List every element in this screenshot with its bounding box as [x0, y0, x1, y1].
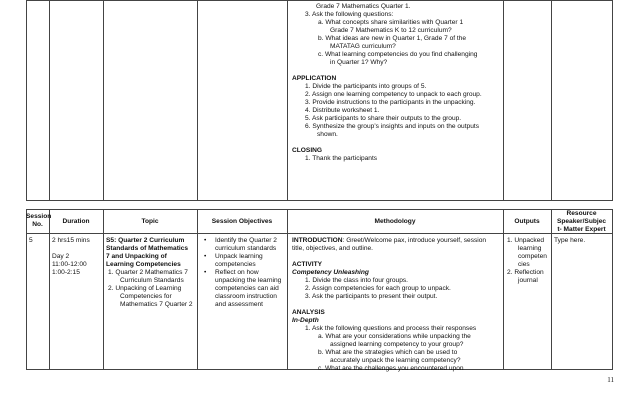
session-number: 5 [29, 237, 33, 244]
header-session: Session [26, 213, 52, 220]
activity-heading: ACTIVITY [292, 261, 323, 268]
header-duration: Duration [62, 218, 90, 225]
header-topic: Topic [141, 218, 159, 225]
analysis-item: assigned learning competency to your group? [330, 341, 464, 348]
analysis-subheading: In-Depth [292, 317, 319, 324]
objective-line: classroom instruction [215, 293, 277, 300]
objective-line: Unpack learning [215, 253, 263, 260]
activity-item: 2. Assign competencies for each group to unpack. [305, 285, 451, 292]
top-line: c. What learning competencies do you find challenging [318, 51, 478, 58]
header-resource: t- Matter Expert [557, 226, 606, 233]
analysis-item: a. What are your considerations while unpacking the [318, 333, 471, 340]
bullet-icon: • [204, 237, 207, 244]
top-line: MATATAG curriculum? [330, 43, 396, 50]
application-item: shown. [317, 131, 338, 138]
intro-line: title, objectives, and outline. [292, 245, 374, 252]
application-heading: APPLICATION [292, 75, 337, 82]
duration-line: Day 2 [52, 253, 70, 260]
top-line: Grade 7 Mathematics K to 12 curriculum? [330, 27, 452, 34]
top-line: b. What ideas are new in Quarter 1, Grade 7 of the [318, 35, 467, 42]
intro-line [292, 237, 486, 245]
header-methodology: Methodology [374, 218, 416, 225]
output-line: learning [518, 245, 542, 252]
analysis-item: c. What are the challenges you encountered upon [318, 365, 464, 372]
topic-item: 2. Unpacking of Learning [108, 285, 182, 292]
header-resource: Resource [566, 210, 597, 217]
objective-line: and assessment [215, 301, 264, 308]
page-number: 11 [607, 376, 614, 384]
header-objectives: Session Objectives [211, 218, 273, 225]
closing-heading: CLOSING [292, 147, 323, 154]
output-line: 2. Reflection [507, 269, 544, 276]
activity-item: 3. Ask the participants to present their output. [305, 293, 438, 300]
application-item: 3. Provide instructions to the participants in the unpacking. [305, 99, 476, 106]
top-line: 3. Ask the following questions: [305, 11, 394, 18]
intro-label: INTRODUCTION [292, 237, 343, 244]
topic-item: Curriculum Standards [120, 277, 184, 284]
topic-item: 1. Quarter 2 Mathematics 7 [108, 269, 188, 276]
top-line: Grade 7 Mathematics Quarter 1. [316, 3, 411, 10]
objective-line: unpacking the learning [215, 277, 282, 284]
objective-line: Reflect on how [215, 269, 259, 276]
top-line: a. What concepts share similarities with Quarter 1 [318, 19, 464, 26]
topic-title: Learning Competencies [106, 261, 181, 268]
output-line: competen [518, 253, 547, 260]
output-line: cies [518, 261, 530, 268]
intro-text: : Greet/Welcome pax, introduce yourself, session [342, 237, 487, 244]
analysis-item: accurately unpack the learning competency? [330, 357, 461, 364]
analysis-item: b. What are the strategies which can be used to [318, 349, 458, 356]
activity-item: 1. Divide the class into four groups. [305, 277, 408, 284]
resource-speaker: Type here. [554, 237, 586, 244]
application-item: 2. Assign one learning competency to unpack to each group. [305, 91, 482, 98]
objective-line: competencies [215, 261, 256, 268]
duration-line: 11:00-12:00 [52, 261, 87, 268]
objective-line: competencies can aid [215, 285, 279, 292]
topic-title: 7 and Unpacking of [106, 253, 167, 260]
bullet-icon: • [204, 269, 207, 276]
topic-item: Competencies for [120, 293, 172, 300]
duration-line: 1:00-2:15 [52, 269, 80, 276]
analysis-heading: ANALYSIS [292, 309, 325, 316]
application-item: 4. Distribute worksheet 1. [305, 107, 380, 114]
header-outputs: Outputs [514, 218, 540, 225]
bullet-icon: • [204, 253, 207, 260]
output-line: 1. Unpacked [507, 237, 545, 244]
top-line: in Quarter 1? Why? [330, 59, 388, 66]
objective-line: curriculum standards [215, 245, 277, 252]
duration-line: 2 hrs15 mins [52, 237, 90, 244]
objective-line: Identify the Quarter 2 [215, 237, 277, 244]
topic-item: Mathematics 7 Quarter 2 [120, 301, 193, 308]
analysis-item: 1. Ask the following questions and process their responses [305, 325, 477, 332]
header-session-no: No. [32, 221, 43, 228]
header-resource: Speaker/Subjec [556, 218, 607, 225]
closing-item: 1. Thank the participants [305, 155, 378, 162]
application-item: 6. Synthesize the group’s insights and inputs on the outputs [305, 123, 479, 130]
activity-subheading: Competency Unleashing [292, 269, 369, 276]
application-item: 1. Divide the participants into groups of 5. [305, 83, 427, 90]
output-line: journal [518, 277, 538, 284]
application-item: 5. Ask participants to share their outputs to the group. [305, 115, 462, 122]
topic-title: Standards of Mathematics [106, 245, 189, 252]
topic-title: S5: Quarter 2 Curriculum [106, 237, 185, 244]
